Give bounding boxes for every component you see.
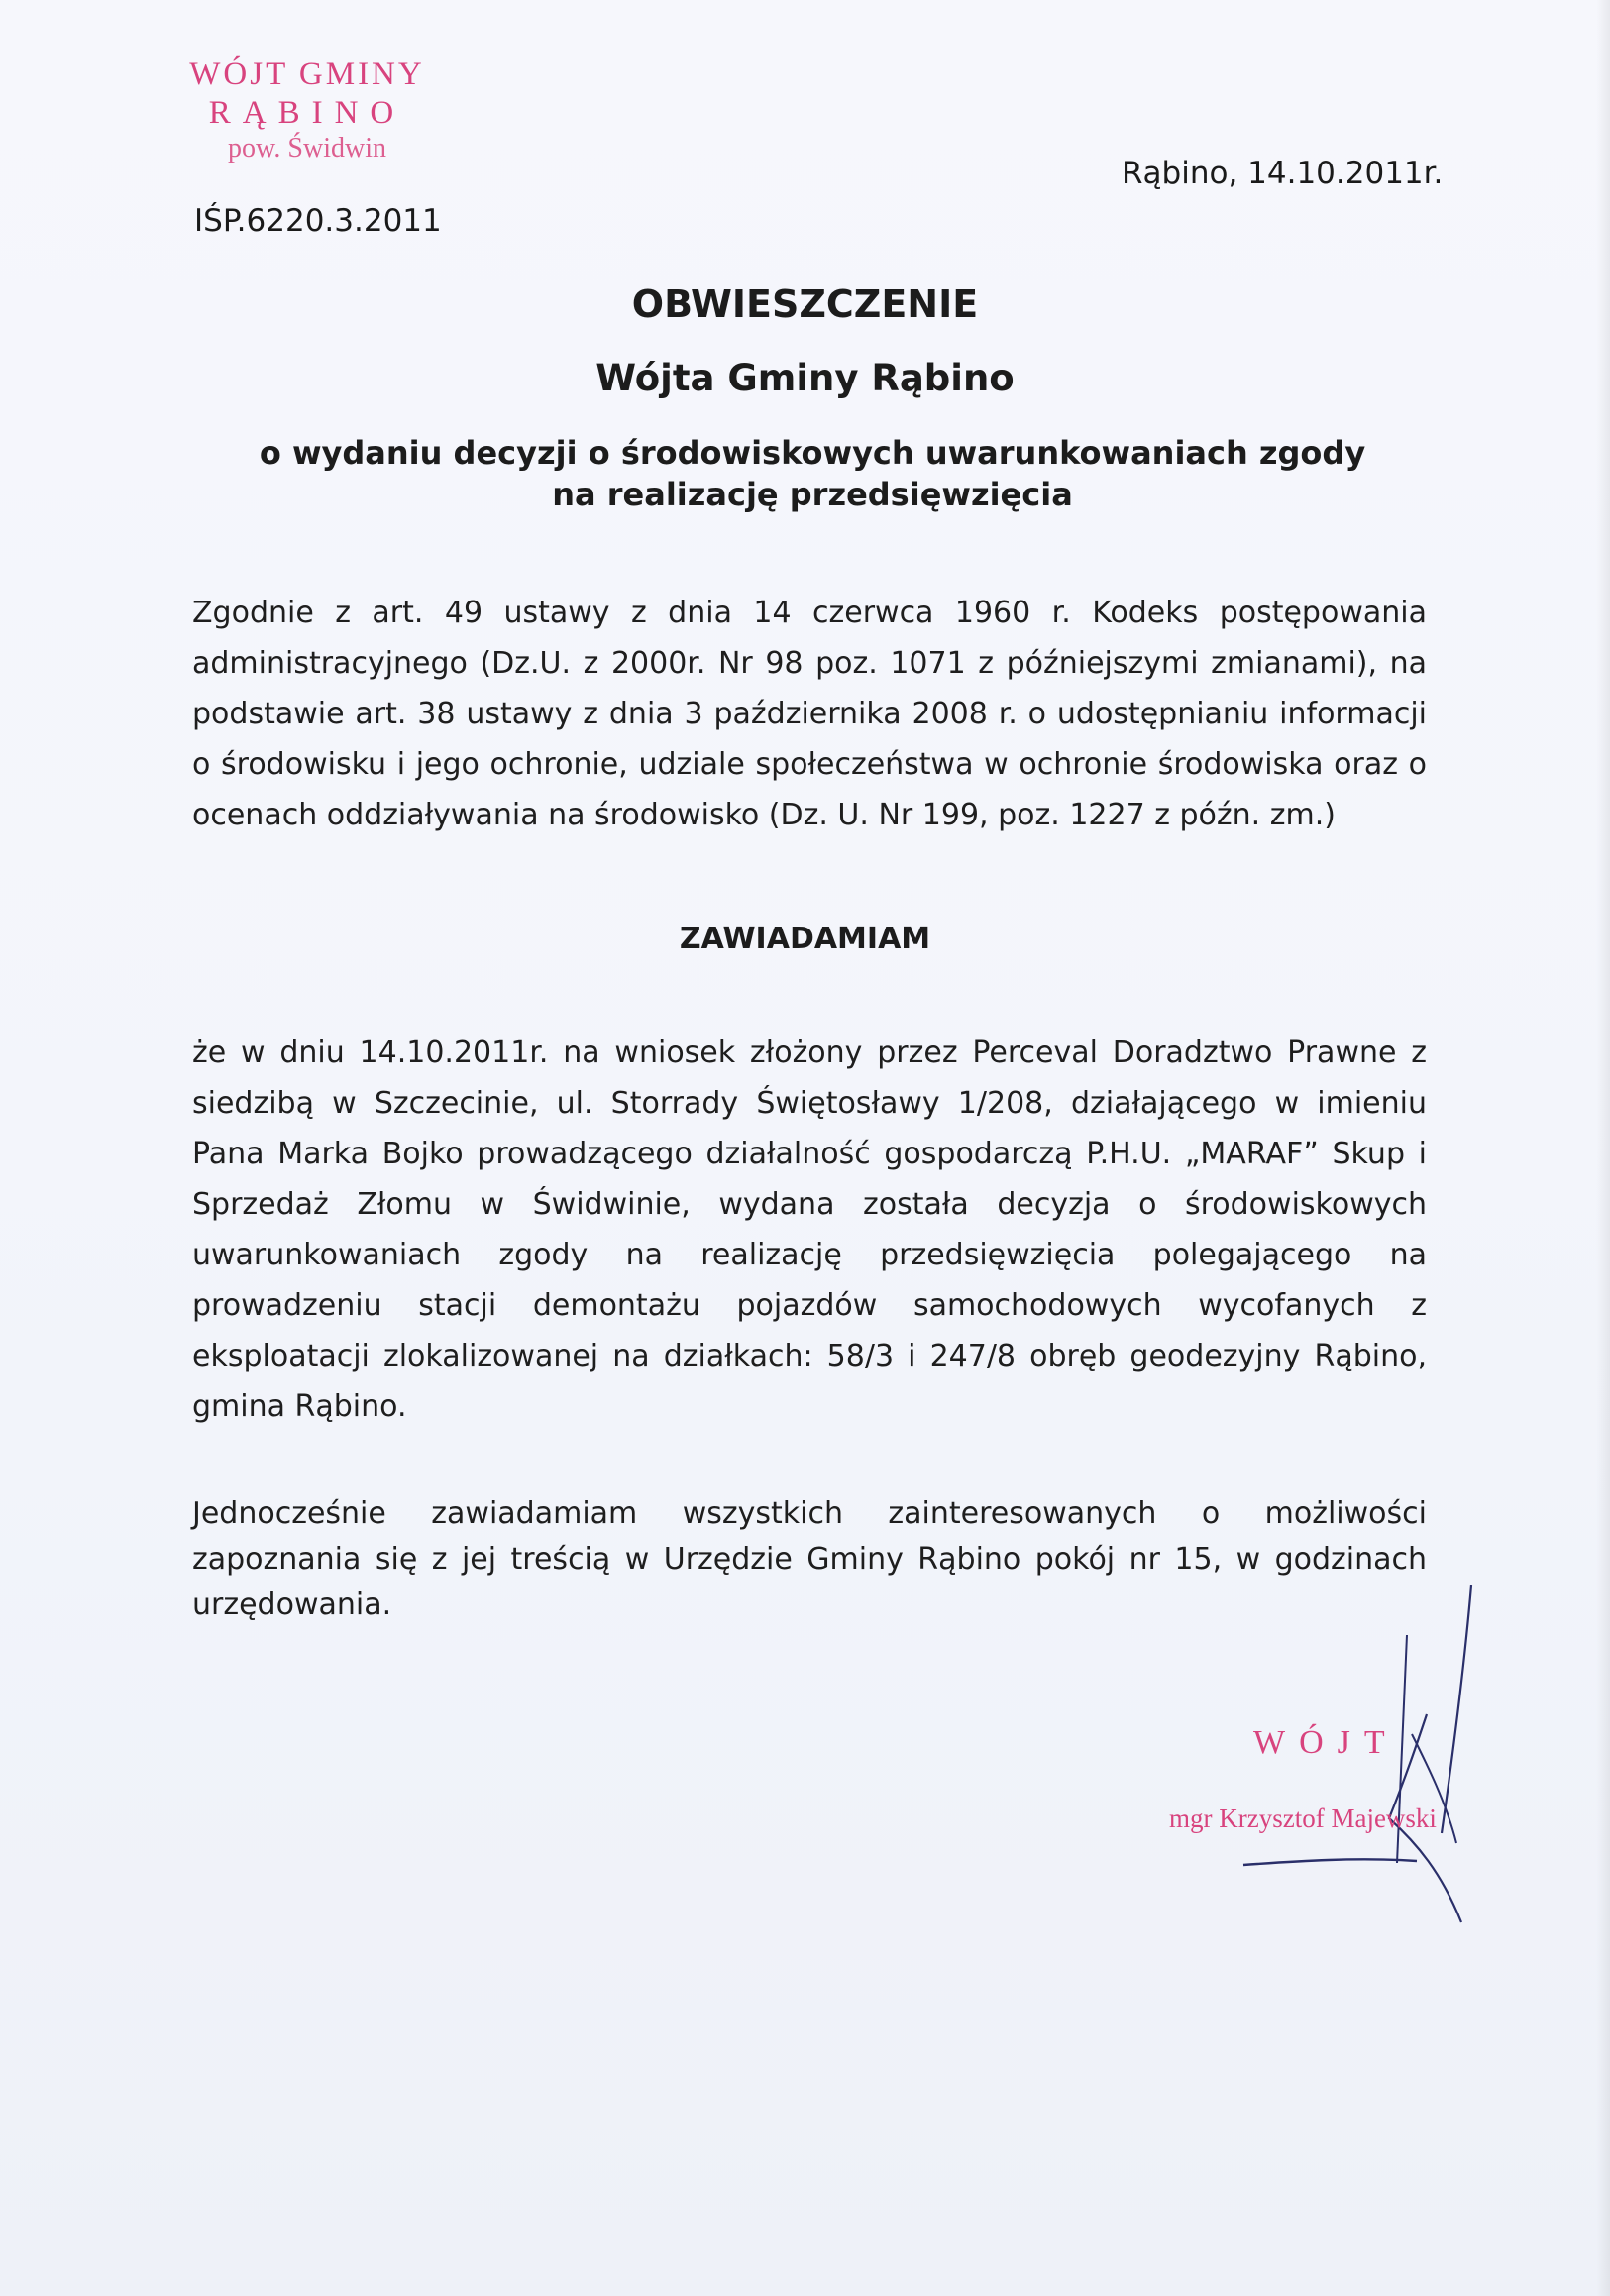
notify-heading: ZAWIADAMIAM (679, 922, 931, 956)
stamp-line-office: WÓJT GMINY (189, 56, 425, 92)
document-subtitle: Wójta Gminy Rąbino (595, 357, 1015, 399)
decision-paragraph: że w dniu 14.10.2011r. na wniosek złożony przez Perceval Doradztwo Prawne z siedzibą w Szczecinie, ul. Storrady Świętosławy 1/208, działającego w imieniu Pana Marka Bojko prowadzącego działalność gospodarczą P.H.U. „MARAF” Skup i Sprzedaż Złomu w Świdwinie, wydana została decyzja o środowiskowych uwarunkowaniach zgody na realizację przedsięwzięcia polegającego na prowadzeniu stacji demontażu pojazdów samochodowych wycofanych z eksploatacji zlokalizowanej na działkach: 58/3 i 247/8 obręb geodezyjny Rąbino, gmina Rąbino. (192, 1036, 1427, 1424)
legal-basis-paragraph: Zgodnie z art. 49 ustawy z dnia 14 czerwca 1960 r. Kodeks postępowania administracyjnego (Dz.U. z 2000r. Nr 98 poz. 1071 z późniejszymi zmianami), na podstawie art. 38 ustawy z dnia 3 października 2008 r. o udostępnianiu informacji o środowisku i jego ochronie, udziale społeczeństwa w ochronie środowiska oraz o ocenach oddziaływania na środowisko (Dz. U. Nr 199, poz. 1227 z późn. zm.) (192, 596, 1427, 832)
document-title: OBWIESZCZENIE (631, 282, 979, 326)
office-stamp (149, 55, 466, 165)
reference-number: IŚP.6220.3.2011 (194, 203, 442, 239)
information-paragraph: Jednocześnie zawiadamiam wszystkich zainteresowanych o możliwości zapoznania się z jej treścią w Urzędzie Gminy Rąbino pokój nr 15, w godzinach urzędowania. (192, 1496, 1427, 1622)
signatory-title: WÓJT (1253, 1724, 1399, 1761)
document-subject: o wydaniu decyzji o środowiskowych uwarunkowaniach zgody na realizację przedsięwzięcia (259, 434, 1366, 513)
signatory-name: mgr Krzysztof Majewski (1169, 1804, 1437, 1833)
place-and-date: Rąbino, 14.10.2011r. (1122, 156, 1444, 191)
stamp-line-municipality: RĄBINO (208, 95, 406, 131)
stamp-line-county: pow. Świdwin (228, 133, 386, 164)
